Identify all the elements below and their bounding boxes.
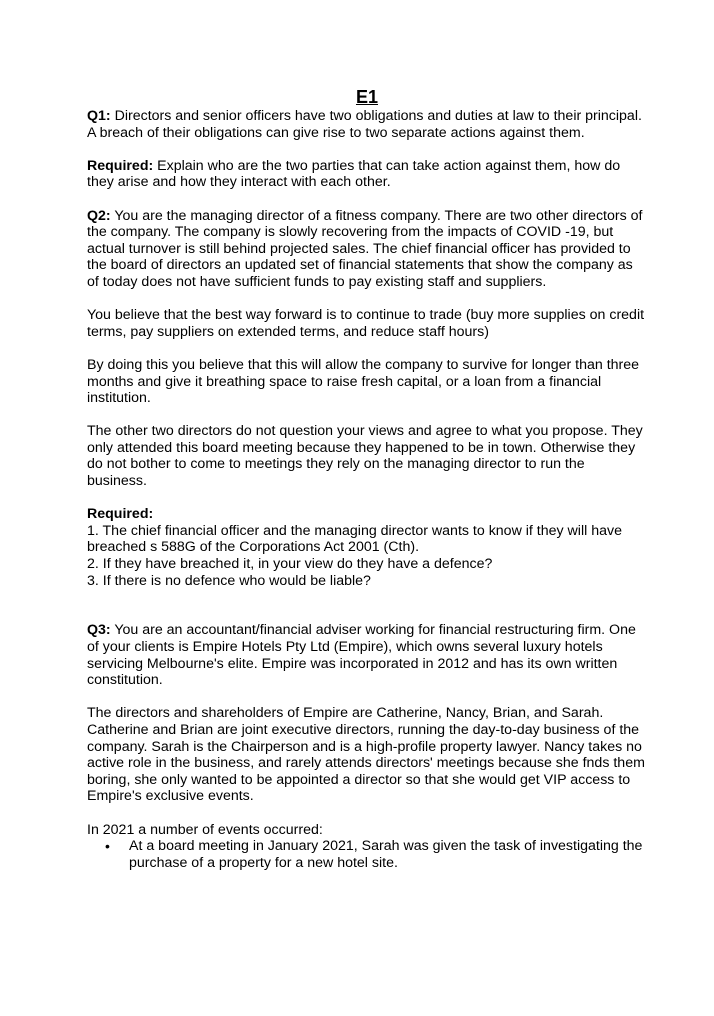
q3-label: Q3: (87, 622, 111, 639)
q2-required-label (87, 506, 647, 523)
q1-required-text: Explain who are the two parties that can take action against them, how do they arise and how they interact with each other. (87, 157, 621, 191)
q3-paragraph-3: In 2021 a number of events occurred: (87, 821, 323, 838)
q2-label: Q2: (87, 207, 111, 224)
q3-paragraph-2: The directors and shareholders of Empire are Catherine, Nancy, Brian, and Sarah. Catherine and Brian are joint executive directors, running the day-to-day business of the company. Sarah is the Chairperson and is a high-profile property lawyer. Nancy takes no active role in the business, and rarely attends directors' meetings because she fnds them boring, she only wanted to be appointed a director so that she would get VIP access to Empire's exclusive events. (87, 705, 645, 805)
document-page (87, 86, 647, 871)
q2-required-item-2: 2. If they have breached it, in your view do they have a defence? (87, 556, 493, 573)
q2-required-item-3: 3. If there is no defence who would be liable? (87, 572, 371, 589)
q1-required-label: Required: (87, 157, 154, 174)
q3-bullet-list (87, 838, 647, 871)
q1-text: Directors and senior officers have two obligations and duties at law to their principal. A breach of their obligations can give rise to two separate actions against them. (87, 108, 642, 141)
q1-label: Q1: (87, 108, 111, 124)
q3-paragraph (87, 622, 647, 688)
q2-paragraph (87, 208, 647, 291)
q2-text: You are the managing director of a fitness company. There are two other directors of the company. The company is slowly recovering from the impacts of COVID -19, but actual turnover is still behind projected sales. The chief financial officer has provided to the board of directors an updated set of financial statements that show the company as of today does not have sufficient funds to pay existing staff and suppliers. (87, 207, 643, 290)
q2-required-item-1: 1. The chief financial officer and the managing director wants to know if they will have breached s 588G of the Corporations Act 2001 (Cth). (87, 522, 622, 556)
q2-paragraph-4: The other two directors do not question your views and agree to what you propose. They only attended this board meeting because they happened to be in town. Otherwise they do not bother to come to meetings they rely on the managing director to run the business. (87, 423, 643, 490)
q1-paragraph (87, 108, 647, 141)
q2-paragraph-3: By doing this you believe that this will allow the company to survive for longer than three months and give it breathing space to raise fresh capital, or a loan from a financial institution. (87, 356, 640, 407)
document-title: E1 (355, 87, 379, 107)
q3-bullet-text-1: At a board meeting in January 2021, Sarah was given the task of investigating the purchase of a property for a new hotel site. (129, 838, 643, 871)
bullet-icon: • (105, 838, 110, 855)
q1-required-paragraph (87, 158, 647, 191)
list-item (87, 838, 647, 871)
q2-required-label-text: Required: (87, 506, 154, 523)
q3-text: You are an accountant/financial adviser working for financial restructuring firm. One of your clients is Empire Hotels Pty Ltd (Empire), which owns several luxury hotels servicing Melbourne's elite. Empire was incorporated in 2012 and has its own written constitution. (87, 622, 636, 689)
q2-paragraph-2: You believe that the best way forward is to continue to trade (buy more supplies on credit terms, pay suppliers on extended terms, and reduce staff hours) (87, 307, 645, 340)
